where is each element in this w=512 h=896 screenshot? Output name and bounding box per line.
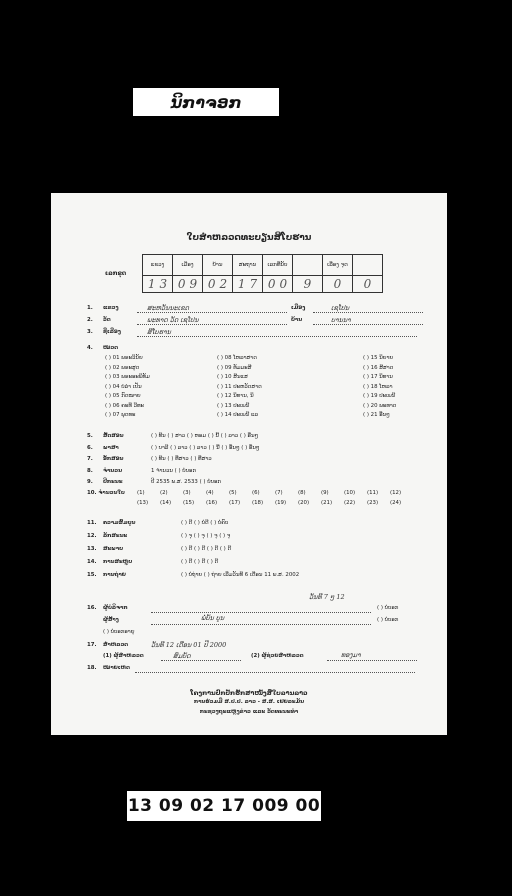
row-label: ສະພາບ <box>103 546 124 552</box>
field-label: ວັດ <box>103 317 111 323</box>
code-digit: 0 <box>333 277 342 291</box>
field-label: ຊື່ເລື່ອງ <box>103 329 121 335</box>
category-option: ( ) 16 ສີສາດ <box>363 364 394 371</box>
date-second: ວັນທີ 7 ໆ 12 <box>309 593 345 601</box>
assistant-value: ທອງມາ <box>341 651 361 659</box>
row17-label: ສຳຫລວດ <box>103 642 129 648</box>
footer-line-2: ການຮ່ວມມື ສ.ປ.ປ. ລາວ - ສ.ສ. ເຢຍລະມັນ <box>193 699 305 705</box>
row-number: 9. <box>87 479 93 485</box>
category-option: ( ) 20 ພະທາດ <box>363 402 397 409</box>
surveyor-value: ສົມບັດ <box>173 652 191 660</box>
category-option: ( ) 17 ນິທານ <box>363 374 393 380</box>
count-cell: (23) <box>367 500 379 506</box>
code-digit-cell <box>262 275 293 293</box>
row16b-value: ພໍ່ບັນ ບູນ <box>201 614 225 622</box>
field-value: ສີໂບຮານ <box>147 328 171 336</box>
field-value: ສະຫວັນນະເຂດ <box>147 304 190 312</box>
row-options: ( ) ຈຸ ( ) ຈຸ ( ) ຈຸ ( ) ຈຸ <box>181 533 231 539</box>
category-option: ( ) 19 ປະເພນີ <box>363 393 396 399</box>
field-label: ແຂວງ <box>103 305 119 311</box>
count-cell: (14) <box>160 500 172 506</box>
category-option: ( ) 02 ພຣະສູດ <box>105 364 140 371</box>
row-options: ( ) ທີນ ( ) ທີ່ສາວ ( ) ທີ່ສາວ <box>151 456 212 462</box>
row16-option: ( ) ບໍ່ບອກ <box>377 605 399 611</box>
count-cell: (7) <box>275 490 283 496</box>
code-digit: 9 <box>189 277 198 291</box>
category-option: ( ) 09 ທັມມະສີ <box>217 364 252 371</box>
count-cell: (2) <box>160 490 168 496</box>
field-line-2 <box>313 312 423 313</box>
field-line <box>137 312 287 313</box>
count-cell: (6) <box>252 490 260 496</box>
code-digit-cell <box>202 275 233 293</box>
field-number: 2. <box>87 317 93 323</box>
row-number: 5. <box>87 433 93 439</box>
row-number: 6. <box>87 444 93 451</box>
surveyor-line <box>161 660 241 661</box>
code-label: ເລກຂຸດ <box>105 270 127 277</box>
category-option: ( ) 06 ຄະທີ ວີທະ <box>105 402 144 409</box>
bottom-label-text: 13 09 02 17 009 00 <box>127 796 321 816</box>
row16b-option: ( ) ບໍ່ບອກ <box>377 617 399 623</box>
category-option: ( ) 11 ປະຫວັດສາດ <box>217 383 262 390</box>
field-number: 1. <box>87 305 93 311</box>
code-header: ເລກທີ່ນັບ <box>262 254 293 276</box>
category-option: ( ) 10 ສີນແສ <box>217 374 248 380</box>
field-label-2: ບ້ານ <box>291 317 303 323</box>
section4-number: 4. <box>87 345 93 351</box>
footer-line-1: ໂຄງການປົກປັກຮັກສາໜັງສືໃບລານລາວ <box>190 689 308 697</box>
field-label-2: ເມືອງ <box>291 305 306 311</box>
row16-number: 16. <box>87 605 97 611</box>
row-number: 11. <box>87 520 97 526</box>
category-option: ( ) 12 ນິທານ, ນິ <box>217 393 254 399</box>
code-digit: 0 <box>207 277 216 291</box>
category-option: ( ) 08 ໂຫລາສາດ <box>217 355 257 361</box>
code-header: ສະຖານ <box>232 254 263 276</box>
row-options: ( ) ທີນ ( ) ສາວ ( ) ຫອມ ( ) ນີ້ ( ) ລາວ ( ) ອື່ນໆ <box>151 433 259 439</box>
top-label-card <box>133 88 279 116</box>
assistant-line <box>327 660 417 661</box>
section4-title: ໝວດ <box>103 345 118 351</box>
code-header <box>352 254 383 276</box>
row17-number: 17. <box>87 642 97 648</box>
category-option: ( ) 04 ບໍລໍາ ເປັນ <box>105 383 142 390</box>
row-options: ( ) ດີ ( ) ດີ ( ) ດີ <box>181 559 219 565</box>
count-cell: (24) <box>390 500 402 506</box>
bottom-label-card <box>127 791 321 821</box>
count-cell: (3) <box>183 490 191 496</box>
top-label-text: ນິກາຈອກ <box>170 92 242 112</box>
survey-form-sheet <box>51 193 447 735</box>
row17-date: ວັນທີ 12 ເດືອນ 01 ປີ 2000 <box>151 641 227 649</box>
code-digit: 1 <box>237 277 246 291</box>
field-line <box>137 336 417 337</box>
row16-label: ຜູ້ບໍລິຈາກ <box>103 605 128 611</box>
count-cell: (16) <box>206 500 218 506</box>
category-option: ( ) 13 ປະເພນີ <box>217 402 250 409</box>
row16-line <box>151 612 371 613</box>
code-digit: 0 <box>363 277 372 291</box>
row-label: ການສະຫຼຸບ <box>103 559 133 565</box>
row-number: 12. <box>87 533 97 539</box>
code-digit: 0 <box>177 277 186 291</box>
row-number: 14. <box>87 559 97 565</box>
count-cell: (5) <box>229 490 237 496</box>
field-line-2 <box>313 324 423 325</box>
assistant-label: (2) ຜູ້ຊ່ວຍສຳຫລວດ <box>251 653 304 659</box>
count-cell: (12) <box>390 490 402 496</box>
category-option: ( ) 18 ໂຫລາ <box>363 383 393 390</box>
code-digit-cell <box>172 275 203 293</box>
row-options: ( ) ບາລີ ( ) ລາວ ( ) ລາວ ( ) ນີ້ ( ) ອື່ນໆ ( ) ອື່ນໆ <box>151 444 260 451</box>
code-digit: 7 <box>249 277 258 291</box>
field-line <box>137 324 287 325</box>
code-digit: 1 <box>147 277 156 291</box>
row-label: ລັກສະນະ <box>103 533 128 539</box>
code-digit: 0 <box>267 277 276 291</box>
count-cell: (15) <box>183 500 195 506</box>
row-label: ຈຳນວນ <box>103 467 123 474</box>
code-digit-cell <box>292 275 323 293</box>
row-options: ( ) ດີ ( ) ບໍ່ດີ ( ) ບໍ່ຄົບ <box>181 520 229 526</box>
count-cell: (19) <box>275 500 287 506</box>
row-label: ອັກສອນ <box>103 456 124 462</box>
code-header: ບ້ານ <box>202 254 233 276</box>
category-option: ( ) 21 ອື່ນໆ <box>363 412 390 418</box>
category-option: ( ) 15 ນິຍາຍ <box>363 355 394 361</box>
count-cell: (18) <box>252 500 264 506</box>
code-digit-cell <box>322 275 353 293</box>
row16c-option: ( ) ບໍ່ບອກອາຍຸ <box>103 629 135 635</box>
code-digit: 9 <box>303 277 312 291</box>
count-cell: (17) <box>229 500 241 506</box>
row18-label: ໝາຍເຫດ <box>103 665 130 671</box>
row-label: ພາສາ <box>103 444 119 451</box>
count-cell: (4) <box>206 490 214 496</box>
code-header <box>292 254 323 276</box>
code-header: ແຂວງ <box>142 254 173 276</box>
code-digit-cell <box>142 275 173 293</box>
surveyor-label: (1) ຜູ້ສຳຫລວດ <box>103 653 144 659</box>
count-cell: (11) <box>367 490 379 496</box>
row-number: 15. <box>87 572 97 578</box>
count-cell: (20) <box>298 500 310 506</box>
field-number: 3. <box>87 329 93 335</box>
footer-line-3: ກະຊວງຖະແຫຼງຂ່າວ ແລະ ວັດທະນະທຳ <box>199 709 299 715</box>
row-number: 13. <box>87 546 97 552</box>
count-cell: (13) <box>137 500 149 506</box>
row-options: ປີ 2535 ພ.ສ. 2533 ( ) ບໍ່ບອກ <box>151 479 221 485</box>
count-cell: (9) <box>321 490 329 496</box>
code-header: ເມືອງ <box>172 254 203 276</box>
row-label: ການຖ່າຍ <box>103 572 126 578</box>
category-option: ( ) 07 ພຸດທະ <box>105 412 136 418</box>
row-number: 8. <box>87 467 93 474</box>
row-label: ຄວາມສົມບູນ <box>103 520 136 526</box>
count-cell: (22) <box>344 500 356 506</box>
category-option: ( ) 01 ພຣະວິນັຍ <box>105 355 143 361</box>
row16b-line <box>151 624 371 625</box>
field-value-2: ເຊໂປນ <box>331 304 350 312</box>
count-cell: (8) <box>298 490 306 496</box>
row-options: ( ) ດີ ( ) ດີ ( ) ດີ ( ) ດີ <box>181 546 232 552</box>
category-option: ( ) 03 ພຣະອະພິທັມ <box>105 374 150 380</box>
count-cell: (10) <box>344 490 356 496</box>
count-cell: (1) <box>137 490 145 496</box>
category-option: ( ) 14 ປະເພນີ ແລ <box>217 412 259 418</box>
category-option: ( ) 05 ກົດໝາຍ <box>105 393 141 399</box>
count-label: 10. ຈຳນວນໃບ <box>87 490 125 496</box>
row-options: ( ) ບໍ່ຖ່າຍ ( ) ຖ່າຍ ເລີ່ມວັນທີ 6 ເດືອນ 11 ພ.ສ. 2002 <box>181 572 300 578</box>
row18-number: 18. <box>87 665 97 671</box>
code-header: ເລື່ອງ ຈຸດ <box>322 254 353 276</box>
row-label: ປີກະນະ <box>103 479 123 485</box>
field-value-2: ບານນາ <box>331 316 351 324</box>
form-title: ໃບສຳຫລວດທະບຽນສີໂບຮານ <box>186 233 312 243</box>
count-cell: (21) <box>321 500 333 506</box>
code-digit-cell <box>232 275 263 293</box>
field-value: ພະທາດ ວັດ ເຊໂປນ <box>147 316 199 324</box>
row18-line <box>135 672 415 673</box>
code-digit: 0 <box>279 277 288 291</box>
row-label: ສັດສອນ <box>103 433 124 439</box>
code-digit: 3 <box>159 277 168 291</box>
code-grid <box>143 255 383 293</box>
row-number: 7. <box>87 456 93 462</box>
row16b-label: ຜູ້ສ້າງ <box>103 617 119 623</box>
row-options: 1 ຈຳນວນ ( ) ບໍ່ບອກ <box>151 467 197 474</box>
code-digit-cell <box>352 275 383 293</box>
code-digit: 2 <box>219 277 228 291</box>
